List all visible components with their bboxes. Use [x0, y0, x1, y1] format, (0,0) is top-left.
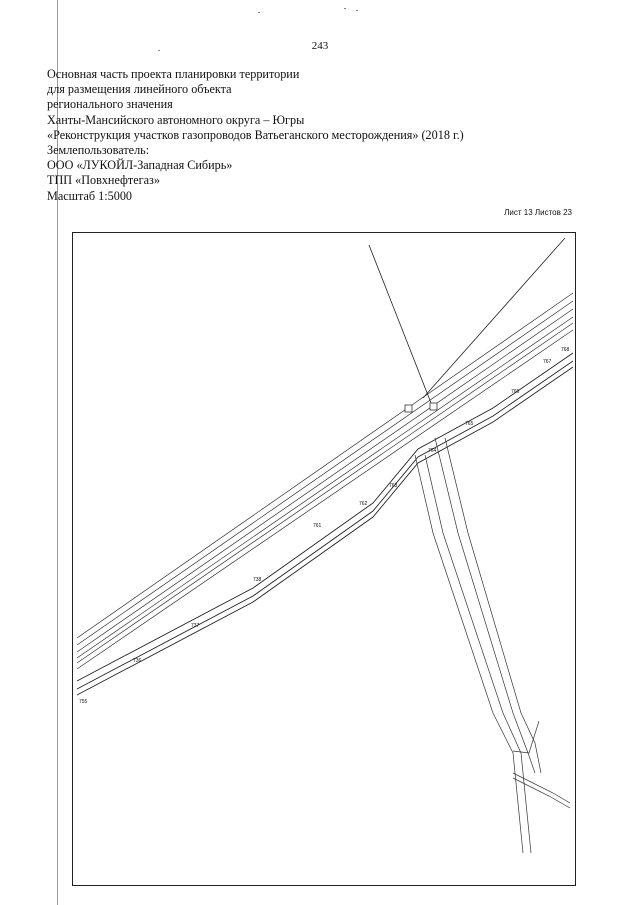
- map-point-label: 762: [359, 501, 368, 507]
- scan-artifact: [158, 50, 160, 51]
- map-point-label: 764: [428, 448, 437, 454]
- map-point-label: 761: [313, 523, 322, 529]
- planning-map: [73, 233, 577, 887]
- map-point-label: 768: [561, 347, 570, 353]
- page-number: 243: [311, 40, 329, 52]
- sheet-number-label: Лист 13 Листов 23: [504, 208, 572, 217]
- map-point-label: 738: [253, 577, 262, 583]
- map-point-label: 767: [543, 359, 552, 365]
- header-line-region: Ханты-Мансийского автономного округа – Югры: [47, 112, 305, 127]
- header-line-project: «Реконструкция участков газопроводов Ватьеганского месторождения» (2018 г.): [47, 127, 464, 142]
- header-line-company: ООО «ЛУКОЙЛ-Западная Сибирь»: [47, 158, 233, 173]
- scan-artifact: [344, 8, 346, 9]
- header-line-title: Основная часть проекта планировки территории: [47, 67, 300, 81]
- scan-artifact: [356, 10, 358, 11]
- map-frame: [72, 232, 576, 886]
- header-line-scale: Масштаб 1:5000: [47, 188, 133, 203]
- map-point-label: 755: [79, 699, 88, 705]
- document-header: [47, 67, 587, 204]
- header-line-object: для размещения линейного объекта: [47, 82, 232, 97]
- map-point-label: 766: [511, 389, 520, 395]
- map-point-label: 737: [191, 623, 200, 629]
- scan-artifact: [258, 12, 260, 13]
- map-point-label: 736: [133, 658, 142, 664]
- map-point-label: 763: [389, 483, 398, 489]
- junction-markers: [405, 403, 437, 412]
- header-line-significance: регионального значения: [47, 97, 173, 112]
- header-line-land-user-label: Землепользователь:: [47, 143, 150, 158]
- header-line-division: ТПП «Повхнефтегаз»: [47, 173, 160, 188]
- road-corridor-lines: [77, 293, 573, 669]
- pipeline-hatched-strip: [77, 353, 573, 695]
- right-branch-corridor: [415, 438, 570, 853]
- map-point-label: 765: [465, 421, 474, 427]
